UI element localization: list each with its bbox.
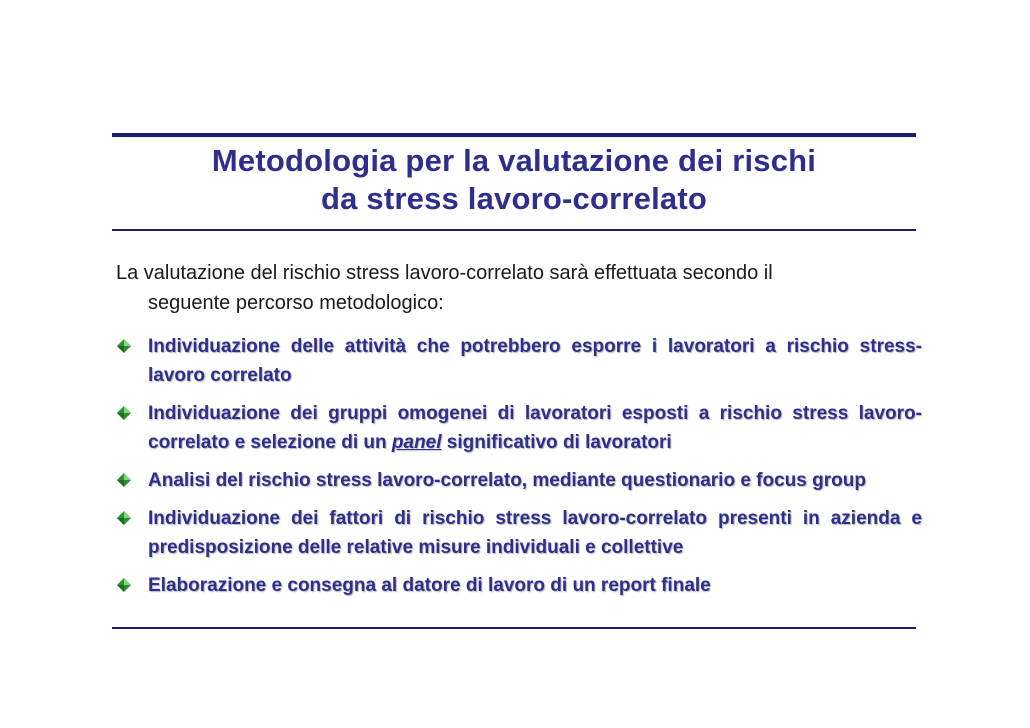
step-emphasis: panel [391, 432, 442, 453]
diamond-bullet-icon [117, 473, 131, 487]
title-bottom-rule [112, 229, 916, 231]
diamond-bullet-icon [117, 406, 131, 420]
diamond-bullet-icon [117, 339, 131, 353]
list-item [116, 504, 922, 562]
list-item [116, 466, 922, 495]
diamond-bullet-icon [117, 511, 131, 525]
slide-title [112, 142, 916, 218]
step-text-after: significativo di lavoratori [441, 432, 672, 453]
step-text-before: Individuazione dei gruppi omogenei di lavoratori esposti a rischio stress lavoro-correlato e selezione di un [148, 403, 922, 453]
step-text: Individuazione delle attività che potrebbero esporre i lavoratori a rischio stress-lavoro correlato [148, 336, 922, 386]
list-item [116, 571, 922, 600]
list-item [116, 332, 922, 390]
intro-paragraph [116, 258, 922, 318]
title-line-2: da stress lavoro-correlato [321, 181, 707, 216]
intro-line-2: seguente percorso metodologico: [148, 292, 444, 314]
list-item [116, 399, 922, 457]
title-top-rule [112, 133, 916, 137]
title-line-1: Metodologia per la valutazione dei rischi [211, 143, 817, 178]
bottom-rule [112, 627, 916, 629]
step-text: Analisi del rischio stress lavoro-correlato, mediante questionario e focus group [148, 470, 866, 491]
step-text: Individuazione dei fattori di rischio stress lavoro-correlato presenti in azienda e predisposizione delle relative misure individuali e collettive [148, 508, 922, 558]
methodology-steps-list [116, 332, 922, 609]
step-text: Elaborazione e consegna al datore di lavoro di un report finale [148, 575, 711, 596]
diamond-bullet-icon [117, 578, 131, 592]
intro-line-1: La valutazione del rischio stress lavoro-correlato sarà effettuata secondo il [116, 262, 773, 284]
